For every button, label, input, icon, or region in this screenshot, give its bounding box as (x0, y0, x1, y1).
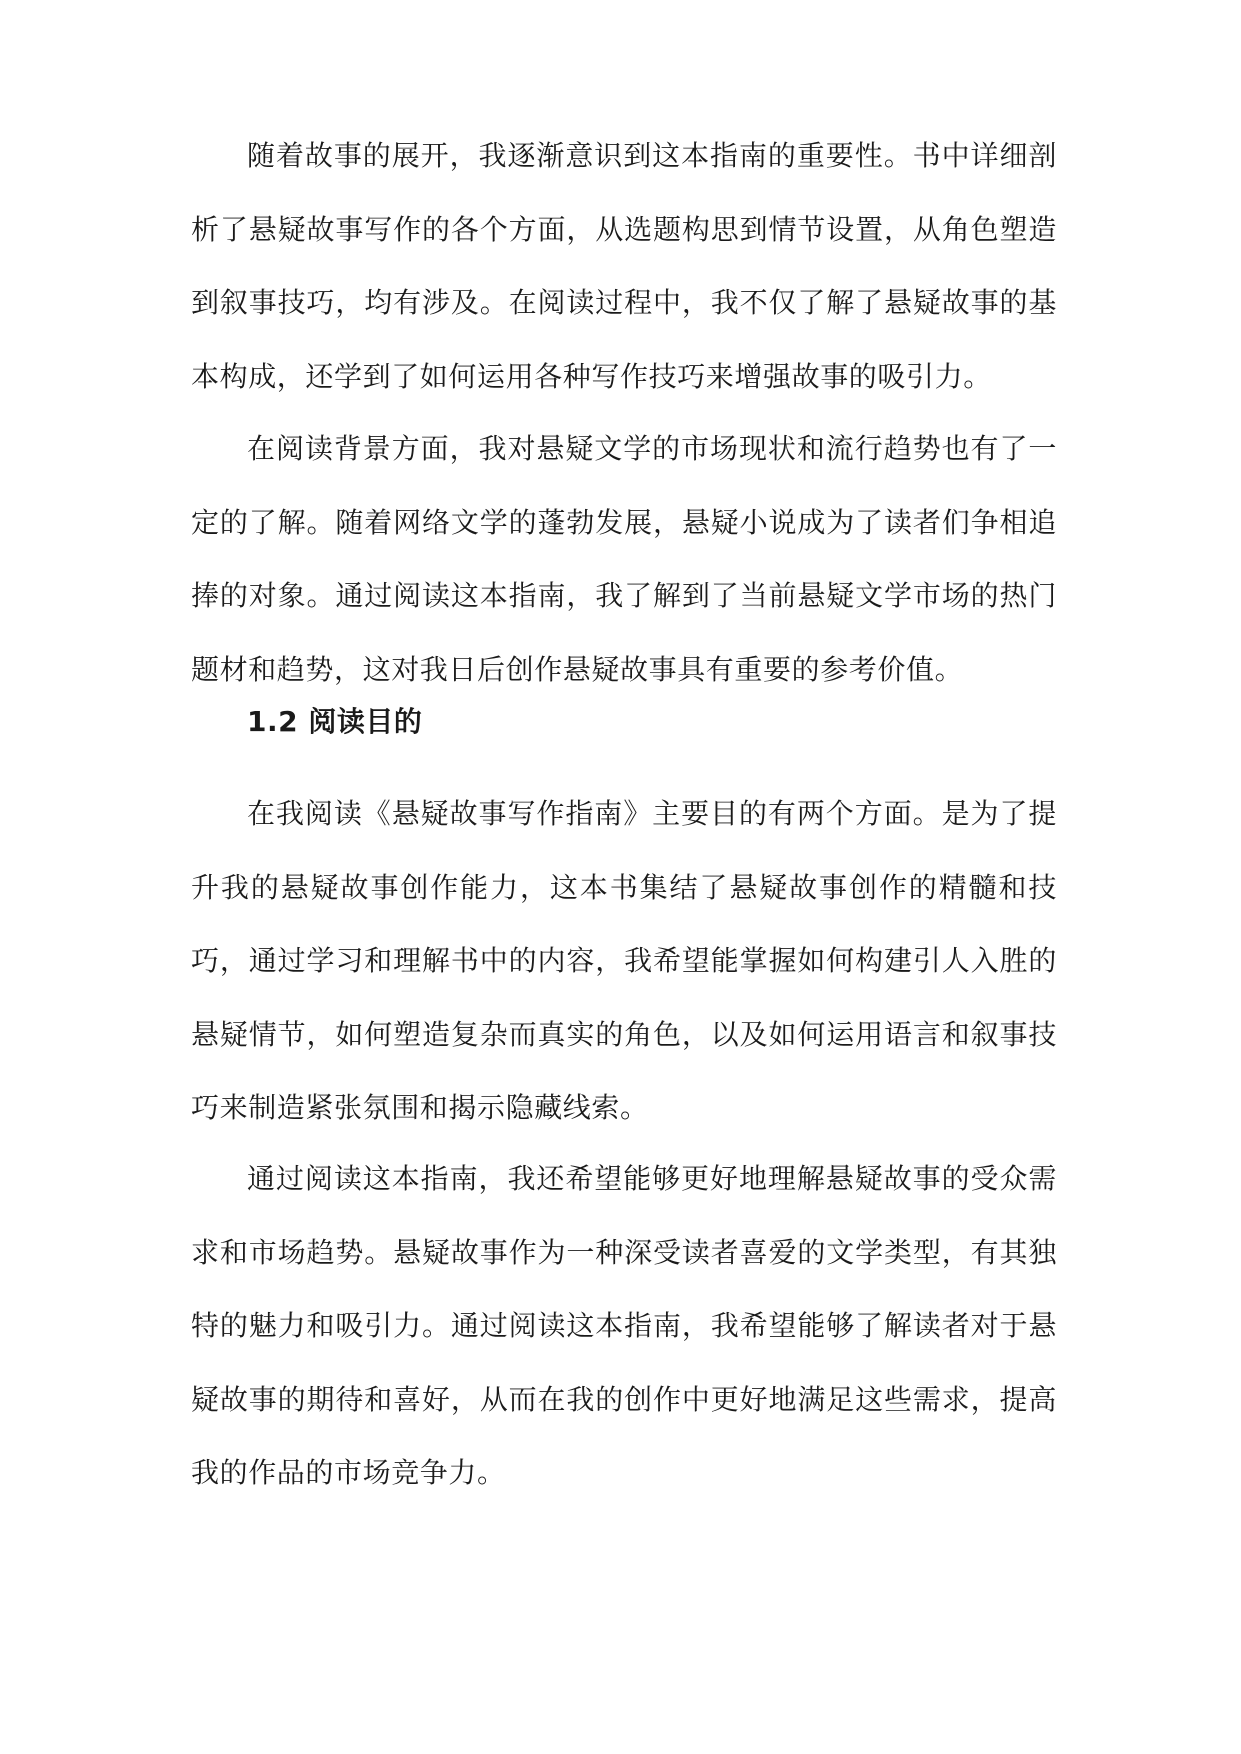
paragraph: 随着故事的展开，我逐渐意识到这本指南的重要性。书中详细剖析了悬疑故事写作的各个方面，从选题构思到情节设置，从角色塑造到叙事技巧，均有涉及。在阅读过程中，我不仅了解了悬疑故事的基本构成，还学到了如何运用各种写作技巧来增强故事的吸引力。 (191, 139, 1057, 393)
section-heading: 1.2 阅读目的 (247, 705, 423, 738)
document-page (191, 0, 1057, 1754)
paragraph: 在我阅读《悬疑故事写作指南》主要目的有两个方面。是为了提升我的悬疑故事创作能力，这本书集结了悬疑故事创作的精髓和技巧，通过学习和理解书中的内容，我希望能掌握如何构建引人入胜的悬疑情节，如何塑造复杂而真实的角色，以及如何运用语言和叙事技巧来制造紧张氛围和揭示隐藏线索。 (191, 797, 1057, 1125)
paragraph: 在阅读背景方面，我对悬疑文学的市场现状和流行趋势也有了一定的了解。随着网络文学的蓬勃发展，悬疑小说成为了读者们争相追捧的对象。通过阅读这本指南，我了解到了当前悬疑文学市场的热门题材和趋势，这对我日后创作悬疑故事具有重要的参考价值。 (191, 432, 1057, 686)
paragraph: 通过阅读这本指南，我还希望能够更好地理解悬疑故事的受众需求和市场趋势。悬疑故事作为一种深受读者喜爱的文学类型，有其独特的魅力和吸引力。通过阅读这本指南，我希望能够了解读者对于悬疑故事的期待和喜好，从而在我的创作中更好地满足这些需求，提高我的作品的市场竞争力。 (191, 1162, 1057, 1490)
